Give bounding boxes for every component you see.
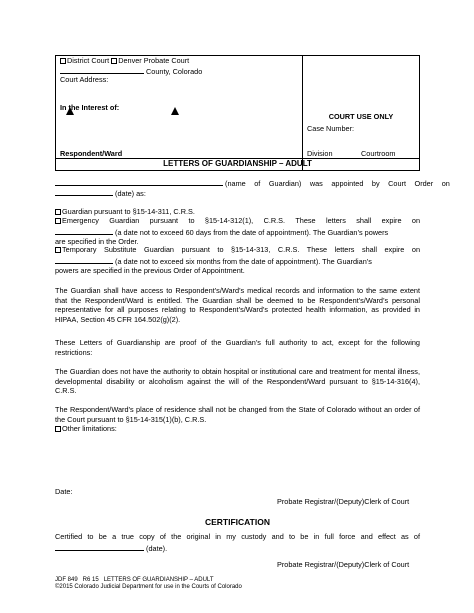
option-emergency-line3: are specified in the Order. xyxy=(55,237,139,247)
option-emergency xyxy=(55,216,420,247)
access-paragraph: The Guardian shall have access to Respondent’s/Ward’s medical records and information to the same extent that the Respondent/Ward is entitled. The Guardian shall be deemed to be Respondent’s/Ward’s personal representative for all purposes relating to Respondent’s/Ward’s protected health information, as provided in HIPAA, Section 45 CFR 164.502(g)(2). xyxy=(55,286,420,324)
county-field[interactable] xyxy=(60,65,144,74)
court-address-label: Court Address: xyxy=(60,75,109,84)
appointment-date-row xyxy=(55,187,146,198)
temporary-checkbox[interactable] xyxy=(55,247,61,253)
other-limitations-row xyxy=(55,424,117,433)
appointment-date-text: (date) as: xyxy=(115,189,146,198)
respondent-ward-label: Respondent/Ward xyxy=(60,149,123,158)
denver-probate-label: Denver Probate Court xyxy=(118,56,190,65)
county-label: County, Colorado xyxy=(146,67,203,76)
district-court-checkbox[interactable] xyxy=(60,58,66,64)
court-type-row xyxy=(60,56,189,65)
date-label: Date: xyxy=(55,487,73,496)
case-number-label: Case Number: xyxy=(307,124,355,133)
certification-date-field[interactable] xyxy=(55,542,144,551)
option-temporary-line3: powers are specified in the previous Order of Appointment. xyxy=(55,266,245,276)
temporary-expire-field[interactable] xyxy=(55,255,113,264)
option-temporary-line1: Temporary Substitute Guardian pursuant to §15-14-313, C.R.S. These letters shall expire on xyxy=(62,245,420,254)
triangle-marker-left xyxy=(66,107,74,115)
option-guardian-text: Guardian pursuant to §15-14-311, C.R.S. xyxy=(62,207,195,216)
option-guardian xyxy=(55,207,195,216)
certification-signature-label: Probate Registrar/(Deputy)Clerk of Court xyxy=(277,560,410,569)
residence-paragraph: The Respondent/Ward’s place of residence shall not be changed from the State of Colorado without an order of the Court pursuant to §15-14-315(1)(b), C.R.S. xyxy=(55,405,420,424)
form-title: LETTERS OF GUARDIANSHIP – ADULT xyxy=(163,159,312,168)
guardian-name-field[interactable] xyxy=(55,177,223,186)
guardian-name-text: (name of Guardian) was appointed by Court Order on xyxy=(225,179,450,188)
other-limitations-checkbox[interactable] xyxy=(55,426,61,432)
option-temporary-line2: (a date not to exceed six months from the date of appointment). The Guardian’s xyxy=(115,256,372,266)
footer-form-id: JDF 849 R6 15 LETTERS OF GUARDIANSHIP – ADULT xyxy=(55,577,214,583)
option-emergency-line1: Emergency Guardian pursuant to §15-14-312(1), C.R.S. These letters shall expire on xyxy=(62,216,420,225)
emergency-expire-field[interactable] xyxy=(55,226,113,235)
district-court-label: District Court xyxy=(67,56,110,65)
courtroom-label: Courtroom xyxy=(361,149,396,158)
guardian-checkbox[interactable] xyxy=(55,209,61,215)
caption-left-border xyxy=(55,55,56,171)
footer-copyright: ©2015 Colorado Judicial Department for use in the Courts of Colorado xyxy=(55,584,242,590)
certification-line1: Certified to be a true copy of the original in my custody and to be in full force and effect as of xyxy=(55,532,420,541)
certification-date-row xyxy=(55,542,167,553)
certification-heading: CERTIFICATION xyxy=(204,517,270,527)
registrar-signature-label: Probate Registrar/(Deputy)Clerk of Court xyxy=(277,497,410,506)
emergency-checkbox[interactable] xyxy=(55,218,61,224)
interest-of-label: In the Interest of: xyxy=(60,103,120,112)
denver-probate-checkbox[interactable] xyxy=(111,58,117,64)
other-limitations-label: Other limitations: xyxy=(62,424,117,433)
proof-paragraph: These Letters of Guardianship are proof of the Guardian’s full authority to act, except for the following restrictions: xyxy=(55,338,420,357)
caption-right-border xyxy=(419,55,420,171)
caption-bottom-border xyxy=(55,170,420,171)
option-temporary xyxy=(55,245,420,276)
court-use-only-label: COURT USE ONLY xyxy=(328,112,394,121)
certification-date-text: (date). xyxy=(146,544,168,553)
option-emergency-line2: (a date not to exceed 60 days from the date of appointment). The Guardian’s powers xyxy=(115,227,389,237)
no-authority-paragraph: The Guardian does not have the authority to obtain hospital or institutional care and treatment for mental illness, developmental disability or alcoholism against the will of the Respondent/Ward pursuant to §15-14-316(4), C.R.S. xyxy=(55,367,420,396)
triangle-marker-right xyxy=(171,107,179,115)
appointment-date-field[interactable] xyxy=(55,187,113,196)
division-label: Division xyxy=(307,149,333,158)
